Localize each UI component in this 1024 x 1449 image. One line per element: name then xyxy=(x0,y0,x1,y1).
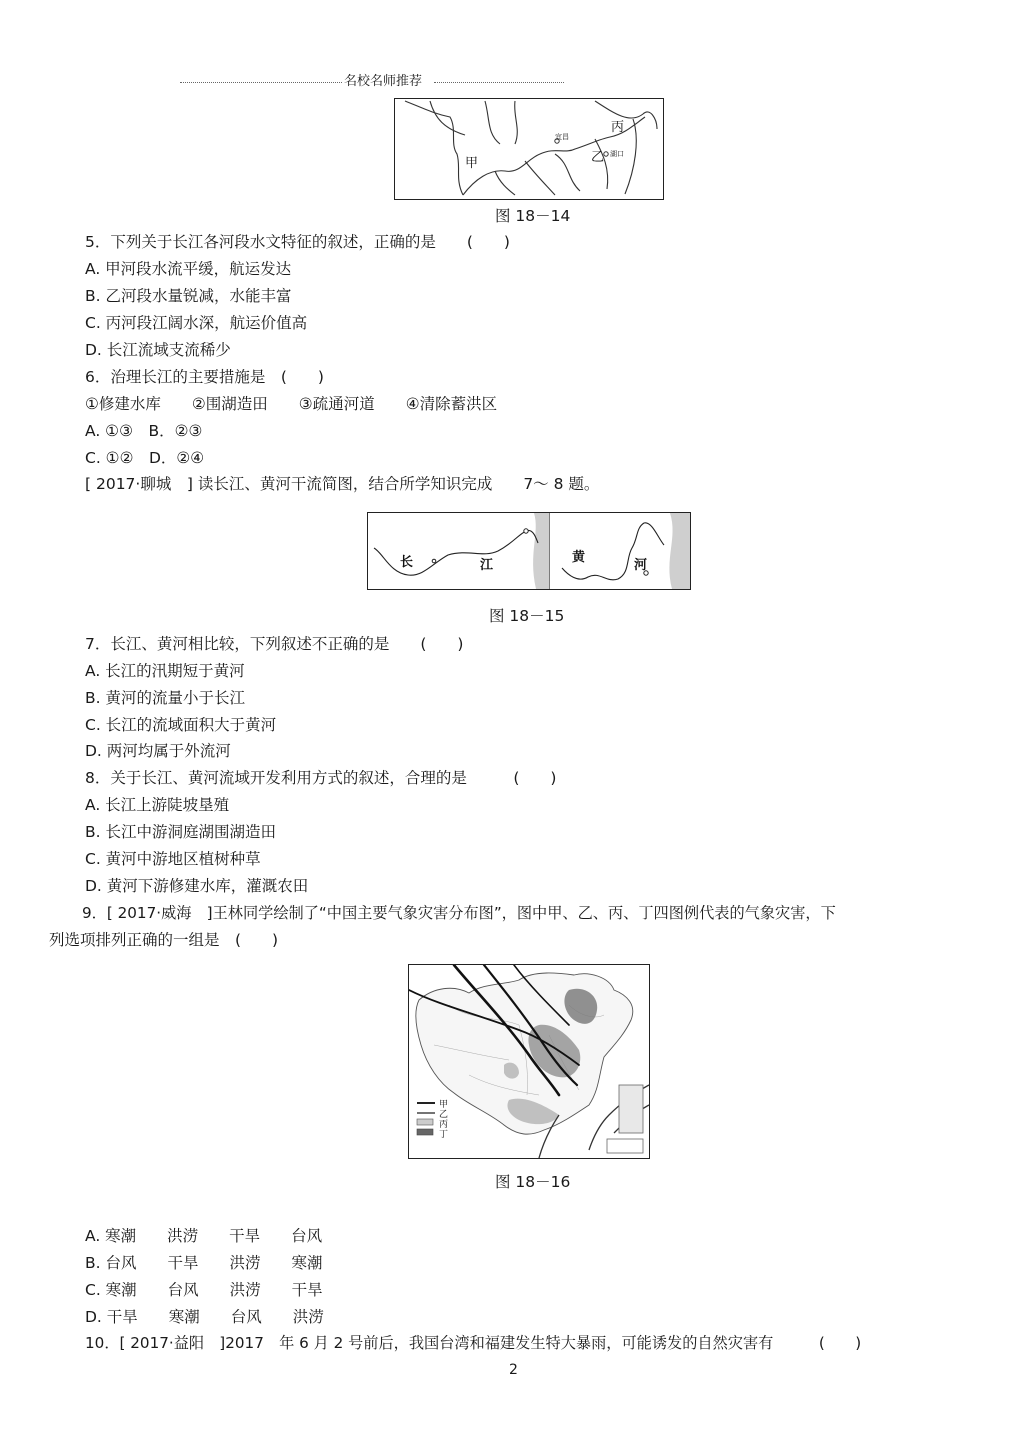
figure-18-16-caption: 图 18－16 xyxy=(495,1173,571,1191)
yangtze-map-drawing xyxy=(395,99,663,199)
figure-18-16-disaster-map xyxy=(408,964,650,1159)
question-5-option-a: A. 甲河段水流平缓，航运发达 xyxy=(85,260,292,278)
label-chang: 长 xyxy=(400,555,414,570)
question-8-option-a: A. 长江上游陡坡垦殖 xyxy=(85,796,230,814)
figure-18-15-river-sketch xyxy=(367,512,691,590)
label-hukou: 湖口 xyxy=(610,150,624,158)
question-7-option-a: A. 长江的汛期短于黄河 xyxy=(85,662,245,680)
header-title: 名校名师推荐 xyxy=(344,74,423,89)
question-9-stem-line-1: 9．[ 2017·威海 ]王林同学绘制了“中国主要气象灾害分布图”，图中甲、乙、丙、丁四图例代表的气象灾害，下 xyxy=(82,904,836,922)
question-10-stem: 10．[ 2017·益阳 ]2017 年 6 月 2 号前后，我国台湾和福建发生特大暴雨，可能诱发的自然灾害有 ( ) xyxy=(85,1334,862,1352)
figure-18-14-yangtze-map xyxy=(394,98,664,200)
label-yi: 乙 xyxy=(591,150,605,165)
question-5-option-d: D. 长江流域支流稀少 xyxy=(85,341,231,359)
question-5-stem: 5．下列关于长江各河段水文特征的叙述，正确的是 ( ) xyxy=(85,233,510,251)
river-sketch-drawing xyxy=(368,513,690,589)
question-7-option-d: D. 两河均属于外流河 xyxy=(85,742,231,760)
legend-ding: 丁 xyxy=(439,1130,449,1140)
question-6-stem: 6．治理长江的主要措施是 ( ) xyxy=(85,368,324,386)
question-7-option-b: B. 黄河的流量小于长江 xyxy=(85,689,245,707)
label-he: 河 xyxy=(634,558,648,573)
question-9-option-b: B. 台风 干旱 洪涝 寒潮 xyxy=(85,1254,323,1272)
label-jia: 甲 xyxy=(465,156,479,171)
question-8-option-d: D. 黄河下游修建水库，灌溉农田 xyxy=(85,877,309,895)
question-6-options-cd: C. ①② D．②④ xyxy=(85,449,205,467)
header-dotted-rule-right xyxy=(434,82,564,83)
disaster-map-drawing xyxy=(409,965,649,1158)
question-9-option-a: A. 寒潮 洪涝 干旱 台风 xyxy=(85,1227,323,1245)
page-number: 2 xyxy=(509,1362,518,1378)
question-9-option-d: D. 干旱 寒潮 台风 洪涝 xyxy=(85,1308,324,1326)
question-5-option-b: B. 乙河段水量锐减，水能丰富 xyxy=(85,287,292,305)
question-9-option-c: C. 寒潮 台风 洪涝 干旱 xyxy=(85,1281,323,1299)
label-huang: 黄 xyxy=(572,550,586,565)
question-6-options-ab: A. ①③ B．②③ xyxy=(85,422,203,440)
header-dotted-rule-left xyxy=(180,82,342,83)
question-7-stem: 7．长江、黄河相比较，下列叙述不正确的是 ( ) xyxy=(85,635,464,653)
question-8-option-b: B. 长江中游洞庭湖围湖造田 xyxy=(85,823,276,841)
question-5-option-c: C. 丙河段江阔水深，航运价值高 xyxy=(85,314,308,332)
question-6-measures: ①修建水库 ②围湖造田 ③疏通河道 ④清除蓄洪区 xyxy=(85,395,498,413)
page-header xyxy=(180,74,564,90)
question-7-option-c: C. 长江的流域面积大于黄河 xyxy=(85,716,277,734)
legend-yi: 乙 xyxy=(439,1110,449,1120)
questions-7-8-intro: [ 2017·聊城 ] 读长江、黄河干流简图，结合所学知识完成 7～ 8 题。 xyxy=(85,475,600,493)
question-8-stem: 8．关于长江、黄河流域开发利用方式的叙述，合理的是 ( ) xyxy=(85,769,557,787)
question-9-stem-line-2: 列选项排列正确的一组是 ( ) xyxy=(49,931,279,949)
label-yichang: 宜昌 xyxy=(555,133,569,141)
legend-jia: 甲 xyxy=(439,1100,449,1110)
label-jiang: 江 xyxy=(480,558,494,573)
label-bing: 丙 xyxy=(611,120,625,135)
legend-bing: 丙 xyxy=(439,1120,449,1130)
figure-18-15-caption: 图 18－15 xyxy=(489,607,565,625)
question-8-option-c: C. 黄河中游地区植树种草 xyxy=(85,850,261,868)
figure-18-14-caption: 图 18－14 xyxy=(495,207,571,225)
